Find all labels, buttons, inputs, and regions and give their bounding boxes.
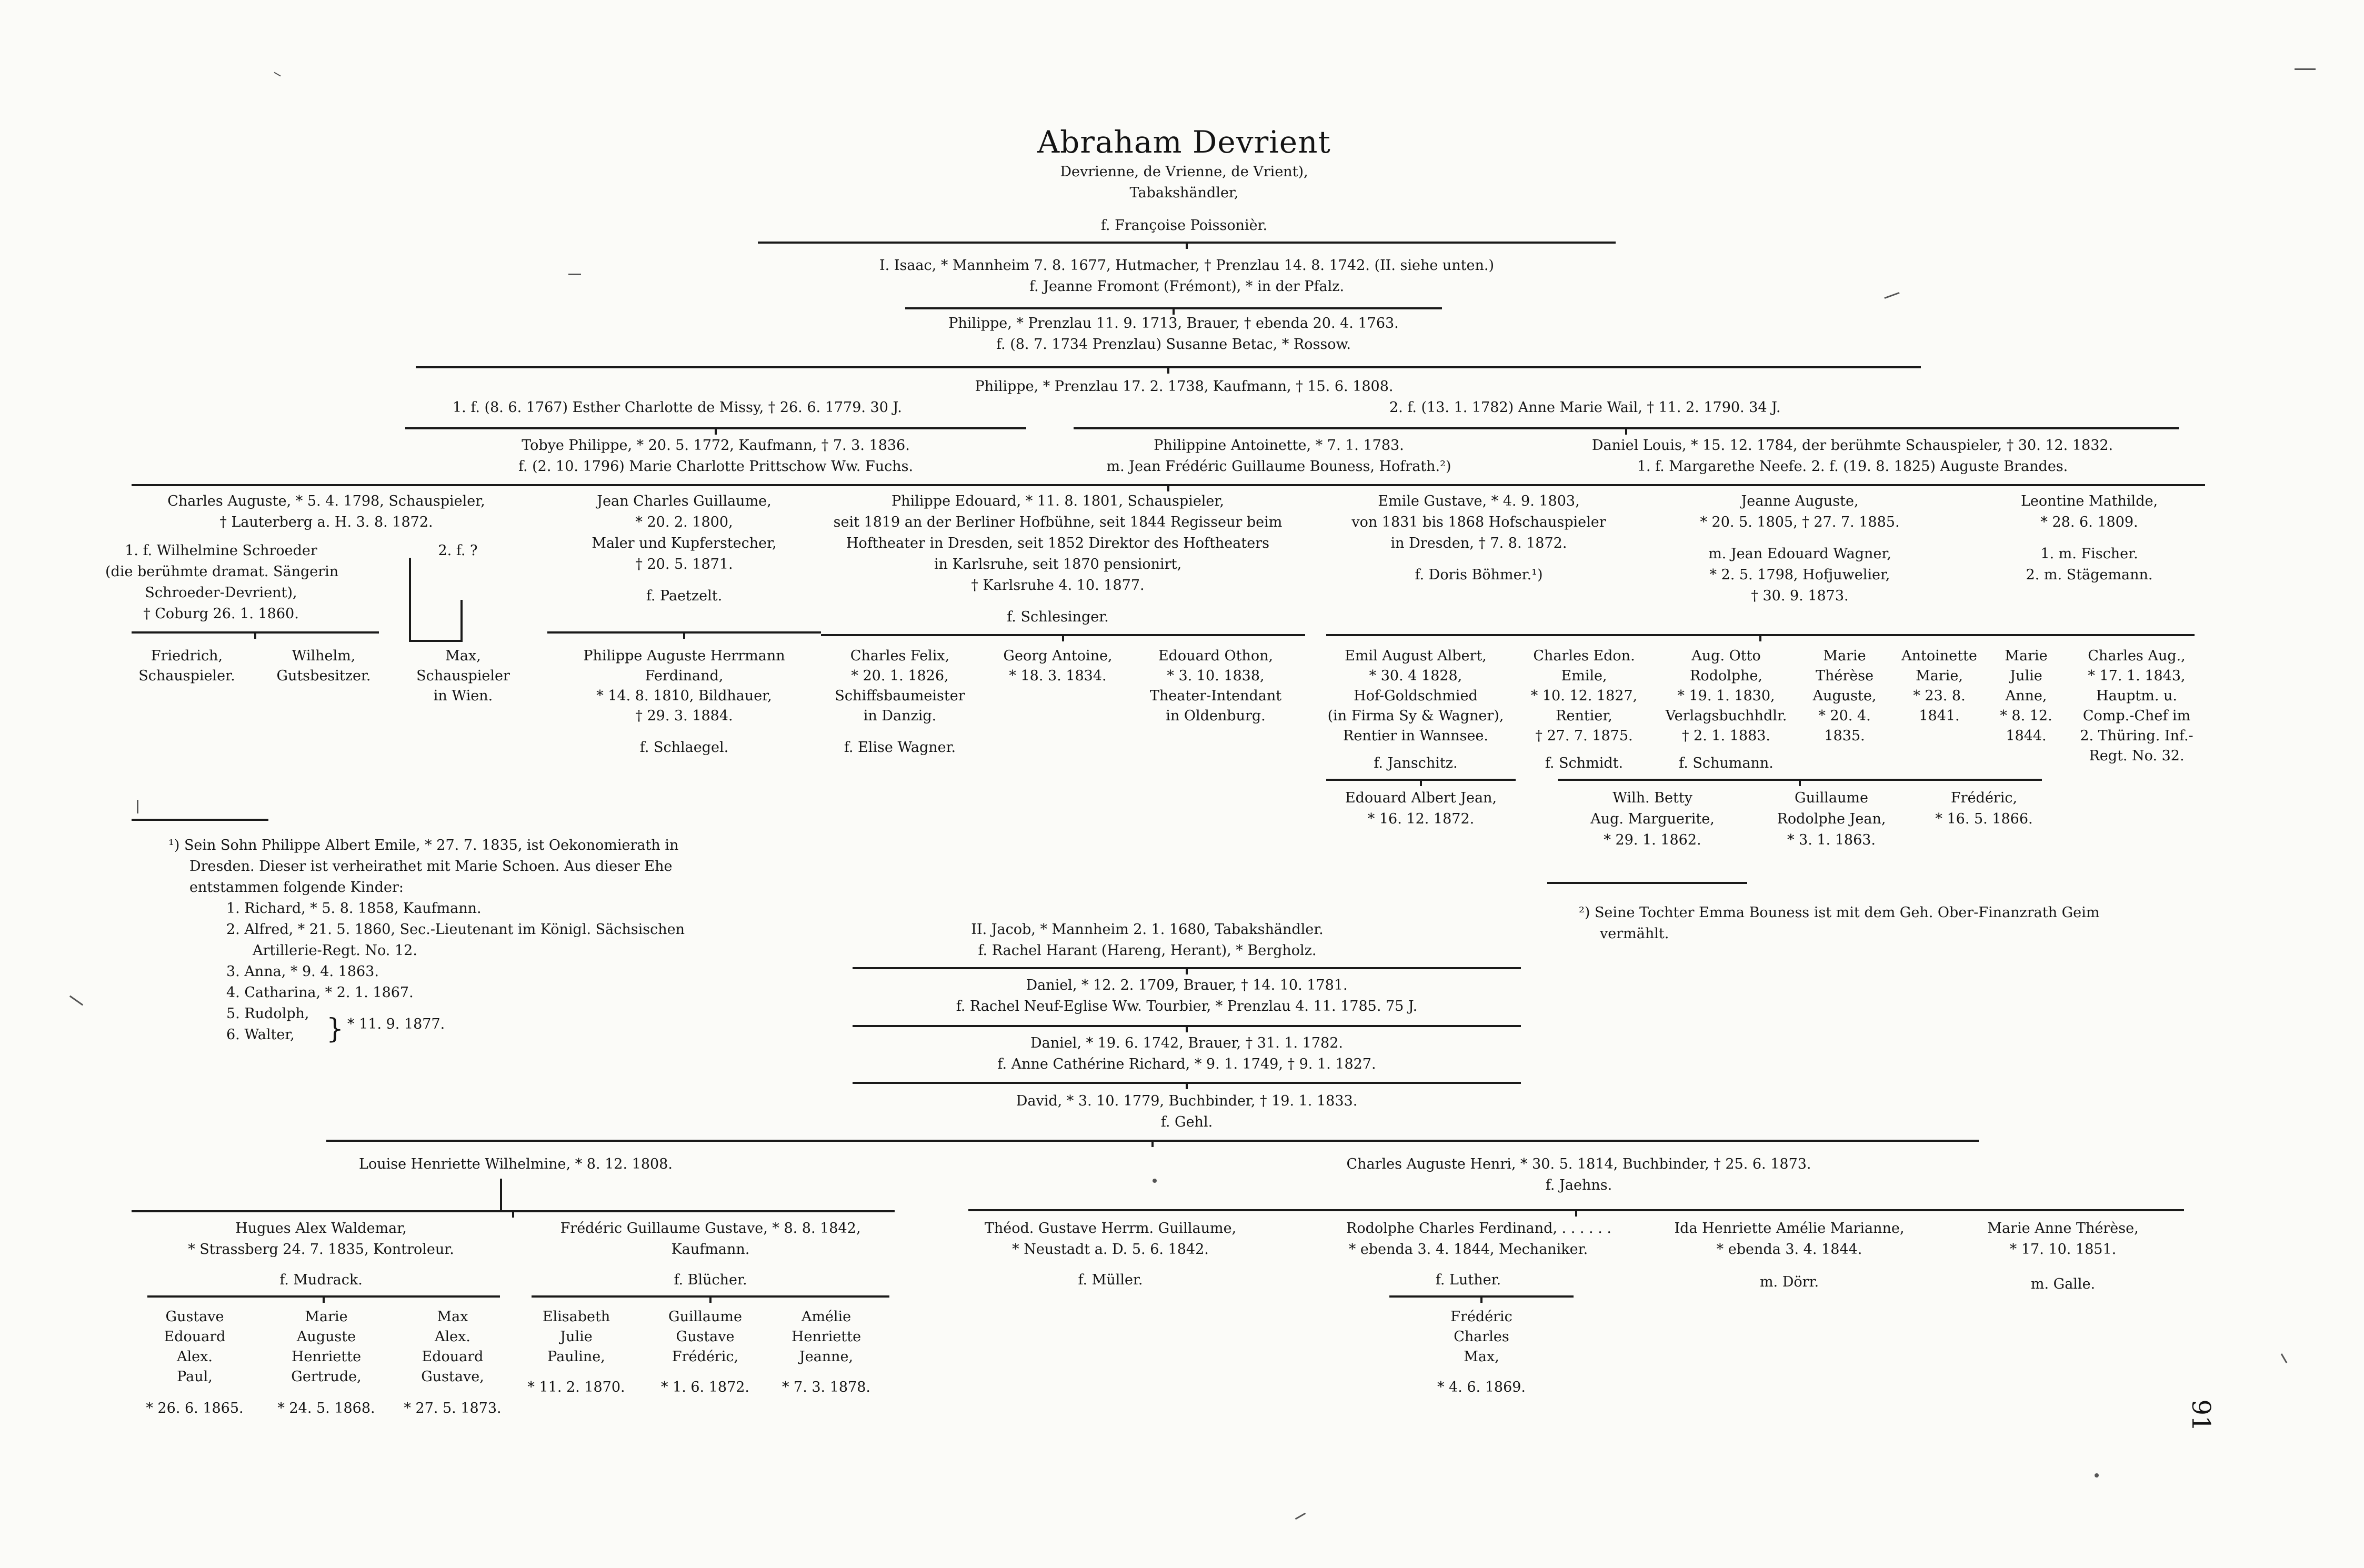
jeanne-auguste: † 30. 9. 1873.	[1751, 588, 1849, 604]
paper-speck	[568, 274, 581, 275]
gustave: Paul,	[177, 1369, 213, 1385]
guillaume-rodolphe: Rodolphe Jean,	[1777, 811, 1886, 827]
antoinette-marie: Marie,	[1916, 668, 1963, 684]
frederic-gg: f. Blücher.	[674, 1272, 747, 1288]
guillaume-gf: * 1. 6. 1872.	[660, 1379, 750, 1395]
marie-anne: * 17. 10. 1851.	[2009, 1241, 2117, 1258]
elisabeth: * 11. 2. 1870.	[527, 1379, 625, 1395]
jean-charles: † 20. 5. 1871.	[635, 556, 733, 572]
max-alex: * 27. 5. 1873.	[404, 1400, 502, 1416]
leontine: 2. m. Stägemann.	[2026, 567, 2153, 583]
philippe-edouard: in Karlsruhe, seit 1870 pensionirt,	[934, 556, 1182, 572]
paper-speck	[2295, 68, 2316, 70]
theod: * Neustadt a. D. 5. 6. 1842.	[1012, 1241, 1209, 1258]
amelie: Amélie	[801, 1309, 852, 1325]
philippe-edouard: † Karlsruhe 4. 10. 1877.	[971, 577, 1145, 594]
bracket	[758, 234, 1616, 244]
bracket	[853, 1020, 1521, 1027]
charles-auguste-henri: f. Jaehns.	[1545, 1177, 1612, 1193]
marie-aug: Auguste	[296, 1329, 356, 1345]
footnote1-line: ¹) Sein Sohn Philippe Albert Emile, * 27. 7. 1835, ist Oekonomierath in	[168, 837, 679, 853]
edouard-othon: * 3. 10. 1838,	[1167, 668, 1265, 684]
charles-aug: * 17. 1. 1843,	[2088, 668, 2186, 684]
aug-otto: Rodolphe,	[1690, 668, 1762, 684]
marie-therese: Marie	[1823, 648, 1866, 664]
aug-otto: f. Schumann.	[1679, 755, 1774, 771]
charles-aug: Charles Aug.,	[2088, 648, 2186, 664]
footnote2-line: vermählt.	[1600, 926, 1669, 942]
ida: Ida Henriette Amélie Marianne,	[1674, 1220, 1905, 1237]
footnote1-line: Dresden. Dieser ist verheirathet mit Marie Schoen. Aus dieser Ehe	[189, 858, 673, 875]
frederic-gg: Kaufmann.	[671, 1241, 750, 1258]
emil-albert: f. Janschitz.	[1374, 755, 1458, 771]
footnote1-line: * 11. 9. 1877.	[347, 1016, 445, 1032]
antoinette-marie: Antoinette	[1901, 648, 1977, 664]
david-line: David, * 3. 10. 1779, Buchbinder, † 19. 1. 1833.	[1016, 1093, 1358, 1109]
jeanne-auguste: * 20. 5. 1805, † 27. 7. 1885.	[1700, 514, 1900, 530]
bracket	[1326, 773, 1516, 781]
wilh-betty: Aug. Marguerite,	[1590, 811, 1715, 827]
frederic-1866: Frédéric,	[1950, 790, 2018, 806]
frederic-cm: * 4. 6. 1869.	[1437, 1379, 1526, 1395]
jean-charles: f. Paetzelt.	[646, 588, 723, 604]
footnote2-line: ²) Seine Tochter Emma Bouness ist mit dem Geh. Ober-Finanzrath Geim	[1579, 904, 2100, 921]
charles-felix: Schiffsbaumeister	[835, 688, 965, 704]
footnote1-line: entstammen folgende Kinder:	[189, 879, 404, 896]
charles-aug: Regt. No. 32.	[2089, 748, 2185, 764]
tobye: Tobye Philippe, * 20. 5. 1772, Kaufmann, † 7. 3. 1836.	[522, 437, 910, 454]
frederic-1866: * 16. 5. 1866.	[1935, 811, 2033, 827]
guillaume-gf: Frédéric,	[672, 1349, 739, 1365]
jean-charles: Maler und Kupferstecher,	[592, 535, 777, 551]
marie-anne: m. Galle.	[2030, 1276, 2096, 1292]
gustave: * 26. 6. 1865.	[146, 1400, 244, 1416]
max-wien: Schauspieler	[416, 668, 510, 684]
bracket	[853, 1077, 1521, 1084]
aug-otto: * 19. 1. 1830,	[1677, 688, 1775, 704]
marie-julie: Julie	[2010, 668, 2042, 684]
ida: * ebenda 3. 4. 1844.	[1716, 1241, 1862, 1258]
bracket	[1074, 420, 2179, 429]
tobye: f. (2. 10. 1796) Marie Charlotte Prittschow Ww. Fuchs.	[518, 458, 914, 475]
elisabeth: Julie	[560, 1329, 593, 1345]
philippe-auguste: f. Schlaegel.	[639, 739, 729, 756]
bracket	[1558, 773, 2042, 781]
guillaume-gf: Guillaume	[668, 1309, 742, 1325]
gustave: Gustave	[165, 1309, 224, 1325]
footnote1-line: 1. Richard, * 5. 8. 1858, Kaufmann.	[226, 900, 482, 917]
gen2-line: Philippe, * Prenzlau 11. 9. 1713, Brauer, † ebenda 20. 4. 1763.	[948, 315, 1399, 331]
marie-therese: 1835.	[1824, 728, 1865, 744]
jeanne-auguste: * 2. 5. 1798, Hofjuwelier,	[1709, 567, 1890, 583]
paper-speck	[2281, 1353, 2288, 1363]
charles-wife1: † Coburg 26. 1. 1860.	[143, 606, 299, 622]
aug-otto: Aug. Otto	[1691, 648, 1761, 664]
gen3b-line: Daniel, * 19. 6. 1742, Brauer, † 31. 1. 1782.	[1030, 1035, 1343, 1051]
daniel-louis: Daniel Louis, * 15. 12. 1784, der berühmte Schauspieler, † 30. 12. 1832.	[1591, 437, 2113, 454]
header-line: Devrienne, de Vrienne, de Vrient),	[1060, 164, 1308, 180]
marie-therese: Auguste,	[1812, 688, 1877, 704]
jeanne-auguste: m. Jean Edouard Wagner,	[1708, 546, 1891, 562]
charles-edon: f. Schmidt.	[1545, 755, 1624, 771]
paper-speck	[137, 800, 138, 813]
elisabeth: Elisabeth	[542, 1309, 610, 1325]
david-line: f. Gehl.	[1160, 1114, 1213, 1130]
philippe-edouard: f. Schlesinger.	[1007, 609, 1109, 625]
bracket	[147, 1290, 500, 1298]
header-line: Tabakshändler,	[1129, 185, 1239, 201]
bracket	[821, 629, 1305, 636]
gen3b-line: f. Anne Cathérine Richard, * 9. 1. 1749, † 9. 1. 1827.	[997, 1056, 1376, 1072]
bracket	[132, 477, 2205, 486]
marie-aug: Gertrude,	[291, 1369, 362, 1385]
wilhelm: Gutsbesitzer.	[276, 668, 371, 684]
emil-albert: Hof-Goldschmied	[1354, 688, 1478, 704]
bracket	[405, 420, 1026, 429]
leontine: Leontine Mathilde,	[2020, 493, 2158, 509]
charles-wife1: (die berühmte dramat. Sängerin	[105, 564, 339, 580]
connector-line	[409, 640, 462, 642]
footnote1-line: Artillerie-Regt. No. 12.	[253, 942, 417, 959]
emile-gustave: Emile Gustave, * 4. 9. 1803,	[1378, 493, 1580, 509]
marie-julie: * 8. 12.	[2000, 708, 2052, 724]
paper-speck	[69, 996, 83, 1006]
gen2b-line: f. Rachel Neuf-Eglise Ww. Tourbier, * Prenzlau 4. 11. 1785. 75 J.	[956, 998, 1418, 1014]
bracket	[132, 626, 379, 634]
daniel-louis: 1. f. Margarethe Neefe. 2. f. (19. 8. 1825) Auguste Brandes.	[1637, 458, 2068, 475]
bracket	[532, 1290, 889, 1298]
connector-line	[409, 558, 411, 642]
charles-wife2: 2. f. ?	[438, 542, 478, 559]
edouard-othon: in Oldenburg.	[1166, 708, 1266, 724]
marie-aug: Henriette	[291, 1349, 362, 1365]
theod: f. Müller.	[1078, 1272, 1143, 1288]
rodolphe-cf: Rodolphe Charles Ferdinand, . . . . . .	[1346, 1220, 1611, 1237]
bracket	[968, 1204, 2184, 1211]
hugues: Hugues Alex Waldemar,	[235, 1220, 407, 1237]
frederic-cm: Charles	[1454, 1329, 1509, 1345]
frederic-cm: Max,	[1464, 1349, 1499, 1365]
paper-speck	[2095, 1473, 2099, 1477]
philippe-auguste: * 14. 8. 1810, Bildhauer,	[596, 688, 772, 704]
charles-auguste: † Lauterberg a. H. 3. 8. 1872.	[219, 514, 433, 530]
bracket	[547, 626, 821, 634]
friedrich: Friedrich,	[151, 648, 223, 664]
philippine: m. Jean Frédéric Guillaume Bouness, Hofrath.²)	[1106, 458, 1451, 475]
edouard-albert: * 16. 12. 1872.	[1367, 811, 1475, 827]
philippe-auguste: Ferdinand,	[645, 668, 724, 684]
wilh-betty: * 29. 1. 1862.	[1604, 832, 1701, 848]
gustave: Edouard	[164, 1329, 226, 1345]
gen3-wife2: 2. f. (13. 1. 1782) Anne Marie Wail, † 11. 2. 1790. 34 J.	[1389, 399, 1781, 416]
charles-auguste-henri: Charles Auguste Henri, * 30. 5. 1814, Buchbinder, † 25. 6. 1873.	[1346, 1156, 1811, 1172]
bracket	[132, 1205, 895, 1212]
charles-aug: Comp.-Chef im	[2082, 708, 2191, 724]
louise: Louise Henriette Wilhelmine, * 8. 12. 1808.	[359, 1156, 673, 1172]
charles-aug: Hauptm. u.	[2096, 688, 2177, 704]
gen2-line: f. (8. 7. 1734 Prenzlau) Susanne Betac, * Rossow.	[996, 336, 1351, 353]
guillaume-gf: Gustave	[676, 1329, 735, 1345]
charles-edon: Emile,	[1561, 668, 1607, 684]
wilh-betty: Wilh. Betty	[1612, 790, 1692, 806]
footnote1-line: 3. Anna, * 9. 4. 1863.	[226, 963, 379, 980]
aug-otto: † 2. 1. 1883.	[1681, 728, 1771, 744]
gen3-line: Philippe, * Prenzlau 17. 2. 1738, Kaufmann, † 15. 6. 1808.	[975, 378, 1394, 395]
footnote1-line: 2. Alfred, * 21. 5. 1860, Sec.-Lieutenant im Königl. Sächsischen	[226, 921, 685, 938]
edouard-othon: Edouard Othon,	[1158, 648, 1274, 664]
hugues: f. Mudrack.	[279, 1272, 363, 1288]
bracket	[326, 1132, 1979, 1142]
marie-julie: Anne,	[2005, 688, 2047, 704]
ida: m. Dörr.	[1759, 1274, 1819, 1290]
philippe-edouard: seit 1819 an der Berliner Hofbühne, seit 1844 Regisseur beim	[833, 514, 1283, 530]
emil-albert: Emil August Albert,	[1345, 648, 1487, 664]
max-alex: Gustave,	[421, 1369, 484, 1385]
marie-therese: Thérèse	[1815, 668, 1874, 684]
footnote1-line: 5. Rudolph,	[226, 1006, 309, 1022]
footnote-rule	[1547, 882, 1747, 884]
footnote1-line: 6. Walter,	[226, 1027, 295, 1043]
bracket	[416, 359, 1921, 368]
gen3-wife1: 1. f. (8. 6. 1767) Esther Charlotte de Missy, † 26. 6. 1779. 30 J.	[453, 399, 902, 416]
gen1b-line: II. Jacob, * Mannheim 2. 1. 1680, Tabakshändler.	[971, 921, 1324, 938]
leontine: * 28. 6. 1809.	[2040, 514, 2138, 530]
max-wien: in Wien.	[433, 688, 493, 704]
charles-edon: Charles Edon.	[1533, 648, 1635, 664]
philippe-auguste: † 29. 3. 1884.	[635, 708, 733, 724]
header-spouse: f. Françoise Poissonièr.	[1100, 217, 1268, 234]
charles-felix: f. Elise Wagner.	[844, 739, 956, 756]
paper-speck	[1153, 1179, 1157, 1183]
charles-edon: Rentier,	[1556, 708, 1612, 724]
marie-anne: Marie Anne Thérèse,	[1987, 1220, 2139, 1237]
page-title: Abraham Devrient	[1037, 124, 1331, 160]
max-wien: Max,	[445, 648, 481, 664]
jean-charles: Jean Charles Guillaume,	[597, 493, 772, 509]
guillaume-rodolphe: Guillaume	[1795, 790, 1868, 806]
charles-felix: * 20. 1. 1826,	[851, 668, 949, 684]
brace-glyph: }	[326, 1013, 344, 1045]
bracket	[905, 300, 1442, 309]
emile-gustave: von 1831 bis 1868 Hofschauspieler	[1351, 514, 1606, 530]
philippe-edouard: Philippe Edouard, * 11. 8. 1801, Schauspieler,	[891, 493, 1224, 509]
jeanne-auguste: Jeanne Auguste,	[1741, 493, 1859, 509]
paper-speck	[1884, 292, 1899, 299]
theod: Théod. Gustave Herrm. Guillaume,	[984, 1220, 1237, 1237]
jean-charles: * 20. 2. 1800,	[635, 514, 733, 530]
georg-antoine: Georg Antoine,	[1003, 648, 1113, 664]
footnote-rule	[132, 819, 268, 821]
connector-line	[460, 600, 463, 642]
charles-edon: * 10. 12. 1827,	[1530, 688, 1638, 704]
gen1-line: I. Isaac, * Mannheim 7. 8. 1677, Hutmacher, † Prenzlau 14. 8. 1742. (II. siehe unten.)	[879, 257, 1495, 274]
marie-aug: * 24. 5. 1868.	[277, 1400, 375, 1416]
emile-gustave: f. Doris Böhmer.¹)	[1415, 567, 1543, 583]
wilhelm: Wilhelm,	[292, 648, 356, 664]
charles-edon: † 27. 7. 1875.	[1535, 728, 1633, 744]
amelie: Jeanne,	[799, 1349, 854, 1365]
rodolphe-cf: f. Luther.	[1435, 1272, 1501, 1288]
bracket	[1389, 1290, 1574, 1298]
friedrich: Schauspieler.	[138, 668, 235, 684]
antoinette-marie: * 23. 8.	[1913, 688, 1966, 704]
charles-felix: Charles Felix,	[850, 648, 950, 664]
frederic-gg: Frédéric Guillaume Gustave, * 8. 8. 1842,	[560, 1220, 861, 1237]
guillaume-rodolphe: * 3. 1. 1863.	[1787, 832, 1876, 848]
marie-therese: * 20. 4.	[1818, 708, 1871, 724]
gustave: Alex.	[177, 1349, 213, 1365]
charles-felix: in Danzig.	[863, 708, 937, 724]
charles-auguste: Charles Auguste, * 5. 4. 1798, Schauspieler,	[167, 493, 485, 509]
amelie: * 7. 3. 1878.	[782, 1379, 871, 1395]
bracket	[853, 962, 1521, 969]
leontine: 1. m. Fischer.	[2040, 546, 2138, 562]
hugues: * Strassberg 24. 7. 1835, Kontroleur.	[188, 1241, 454, 1258]
gen1-line: f. Jeanne Fromont (Frémont), * in der Pfalz.	[1029, 278, 1345, 295]
charles-aug: 2. Thüring. Inf.-	[2080, 728, 2193, 744]
paper-speck	[1295, 1513, 1306, 1520]
max-alex: Edouard	[422, 1349, 484, 1365]
max-alex: Alex.	[435, 1329, 470, 1345]
emil-albert: Rentier in Wannsee.	[1343, 728, 1488, 744]
emil-albert: * 30. 4 1828,	[1369, 668, 1463, 684]
philippe-auguste: Philippe Auguste Herrmann	[583, 648, 785, 664]
emile-gustave: in Dresden, † 7. 8. 1872.	[1390, 535, 1567, 551]
edouard-othon: Theater-Intendant	[1149, 688, 1282, 704]
gen1b-line: f. Rachel Harant (Hareng, Herant), * Bergholz.	[978, 942, 1317, 959]
bracket	[1326, 629, 2195, 636]
page-number: 91	[2186, 1399, 2216, 1432]
amelie: Henriette	[791, 1329, 862, 1345]
gen2b-line: Daniel, * 12. 2. 1709, Brauer, † 14. 10. 1781.	[1026, 977, 1348, 993]
charles-wife1: Schroeder-Devrient),	[145, 585, 297, 601]
marie-julie: Marie	[2005, 648, 2048, 664]
charles-wife1: 1. f. Wilhelmine Schroeder	[125, 542, 317, 559]
emil-albert: (in Firma Sy & Wagner),	[1327, 708, 1504, 724]
paper-speck	[274, 72, 281, 77]
max-alex: Max	[437, 1309, 468, 1325]
aug-otto: Verlagsbuchhdlr.	[1665, 708, 1787, 724]
footnote1-line: 4. Catharina, * 2. 1. 1867.	[226, 984, 414, 1001]
marie-aug: Marie	[305, 1309, 348, 1325]
antoinette-marie: 1841.	[1919, 708, 1960, 724]
rodolphe-cf: * ebenda 3. 4. 1844, Mechaniker.	[1348, 1241, 1588, 1258]
elisabeth: Pauline,	[547, 1349, 605, 1365]
philippe-edouard: Hoftheater in Dresden, seit 1852 Direktor des Hoftheaters	[846, 535, 1269, 551]
philippine: Philippine Antoinette, * 7. 1. 1783.	[1154, 437, 1404, 454]
marie-julie: 1844.	[2006, 728, 2047, 744]
frederic-cm: Frédéric	[1450, 1309, 1512, 1325]
edouard-albert: Edouard Albert Jean,	[1345, 790, 1497, 806]
georg-antoine: * 18. 3. 1834.	[1009, 668, 1107, 684]
